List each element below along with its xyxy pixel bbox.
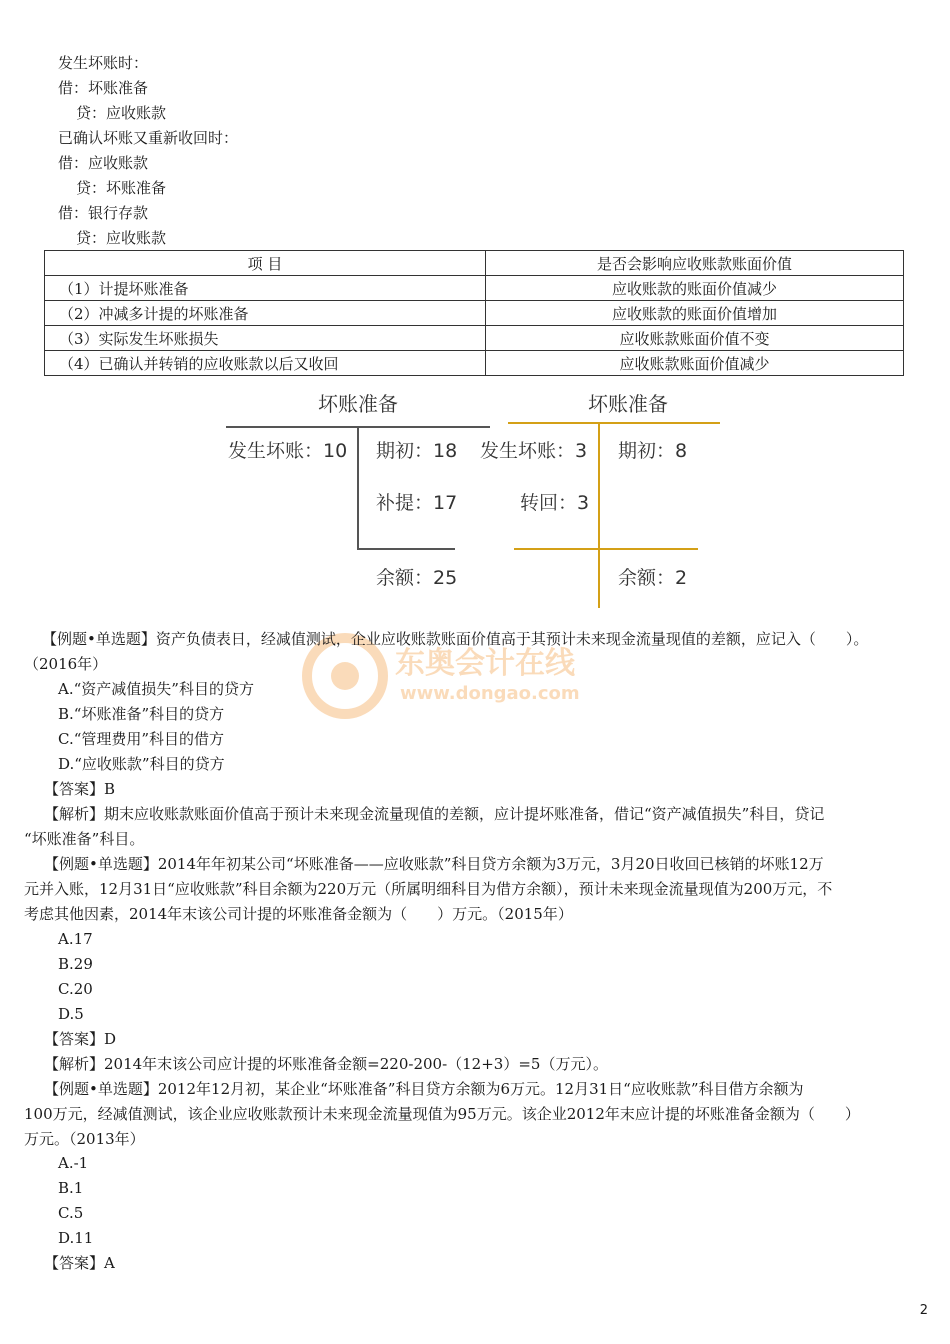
watermark-name: 东奥会计在线 — [395, 646, 575, 681]
question-stem: 考虑其他因素，2014年末该公司计提的坏账准备金额为（ ）万元。（2015年） — [24, 905, 573, 923]
t-account-credit: 期初：18 — [376, 440, 458, 462]
option: C.“管理费用”科目的借方 — [58, 730, 225, 748]
analysis: “坏账准备”科目。 — [24, 830, 145, 848]
t-account-title: 坏账准备 — [588, 392, 668, 416]
table-cell: 应收账款的账面价值增加 — [486, 301, 904, 326]
t-account-divider — [598, 422, 600, 608]
question-stem: 【例题•单选题】2012年12月初，某企业“坏账准备”科目贷方余额为6万元。12月31日“应收账款”科目借方余额为 — [44, 1080, 804, 1098]
entry-line: 借：坏账准备 — [58, 79, 149, 97]
t-account-balance-rule — [357, 548, 455, 550]
option: D.5 — [58, 1005, 84, 1023]
table-cell: 应收账款的账面价值减少 — [486, 276, 904, 301]
t-account-balance-rule — [514, 548, 698, 550]
table-row — [45, 326, 904, 351]
table-header-cell: 项 目 — [45, 251, 486, 276]
table-cell: 应收账款账面价值不变 — [486, 326, 904, 351]
entry-line: 已确认坏账又重新收回时： — [58, 129, 239, 147]
option: C.5 — [58, 1204, 84, 1222]
entry-line: 贷：坏账准备 — [76, 179, 167, 197]
question-stem: 万元。（2013年） — [24, 1130, 145, 1148]
answer: 【答案】A — [44, 1254, 115, 1272]
t-account-title: 坏账准备 — [318, 392, 398, 416]
t-account-balance: 余额：2 — [618, 567, 688, 589]
question-stem: 【例题•单选题】2014年年初某公司“坏账准备——应收账款”科目贷方余额为3万元，3月20日收回已核销的坏账12万 — [44, 855, 824, 873]
question-stem: 元并入账，12月31日“应收账款”科目余额为220万元（所属明细科目为借方余额），预计未来现金流量现值为200万元，不 — [24, 880, 833, 898]
t-account-debit: 转回：3 — [520, 492, 590, 514]
t-account-debit: 发生坏账：10 — [228, 440, 348, 462]
t-account-debit: 发生坏账：3 — [480, 440, 588, 462]
table-row — [45, 351, 904, 376]
option: A.“资产减值损失”科目的贷方 — [58, 680, 254, 698]
answer: 【答案】B — [44, 780, 116, 798]
analysis: 【解析】2014年末该公司应计提的坏账准备金额=220-200-（12+3）=5（万元）。 — [44, 1055, 608, 1073]
table-cell: （2）冲减多计提的坏账准备 — [45, 301, 486, 326]
t-account-credit: 期初：8 — [618, 440, 688, 462]
option: B.1 — [58, 1179, 84, 1197]
t-account-balance: 余额：25 — [376, 567, 458, 589]
option: A.17 — [58, 930, 93, 948]
question-year: （2016年） — [24, 655, 108, 673]
entry-line: 借：应收账款 — [58, 154, 149, 172]
question-stem: 【例题•单选题】资产负债表日，经减值测试，企业应收账款账面价值高于其预计未来现金流量现值的差额，应记入（ ）。 — [42, 630, 869, 648]
answer: 【答案】D — [44, 1030, 117, 1048]
entry-line: 发生坏账时： — [58, 54, 149, 72]
entry-line: 借：银行存款 — [58, 204, 149, 222]
analysis: 【解析】期末应收账款账面价值高于预计未来现金流量现值的差额，应计提坏账准备，借记“资产减值损失”科目，贷记 — [44, 805, 825, 823]
table-cell: （4）已确认并转销的应收账款以后又收回 — [45, 351, 486, 376]
question-stem: 100万元，经减值测试，该企业应收账款预计未来现金流量现值为95万元。该企业2012年末应计提的坏账准备金额为（ ） — [24, 1105, 860, 1123]
table-cell: （1）计提坏账准备 — [45, 276, 486, 301]
t-account-divider — [357, 426, 359, 550]
option: B.“坏账准备”科目的贷方 — [58, 705, 225, 723]
impact-table — [44, 250, 904, 376]
table-cell: （3）实际发生坏账损失 — [45, 326, 486, 351]
t-account-credit: 补提：17 — [376, 492, 458, 514]
watermark-url: www.dongao.com — [400, 683, 580, 704]
entry-line: 贷：应收账款 — [76, 229, 167, 247]
option: D.11 — [58, 1229, 94, 1247]
table-header-row — [45, 251, 904, 276]
table-header-cell: 是否会影响应收账款账面价值 — [486, 251, 904, 276]
page-number: 2 — [919, 1303, 928, 1318]
table-row — [45, 301, 904, 326]
table-row — [45, 276, 904, 301]
option: D.“应收账款”科目的贷方 — [58, 755, 225, 773]
option: C.20 — [58, 980, 93, 998]
option: B.29 — [58, 955, 93, 973]
option: A.-1 — [58, 1154, 89, 1172]
table-cell: 应收账款账面价值减少 — [486, 351, 904, 376]
t-account-top-rule — [508, 422, 720, 424]
entry-line: 贷：应收账款 — [76, 104, 167, 122]
